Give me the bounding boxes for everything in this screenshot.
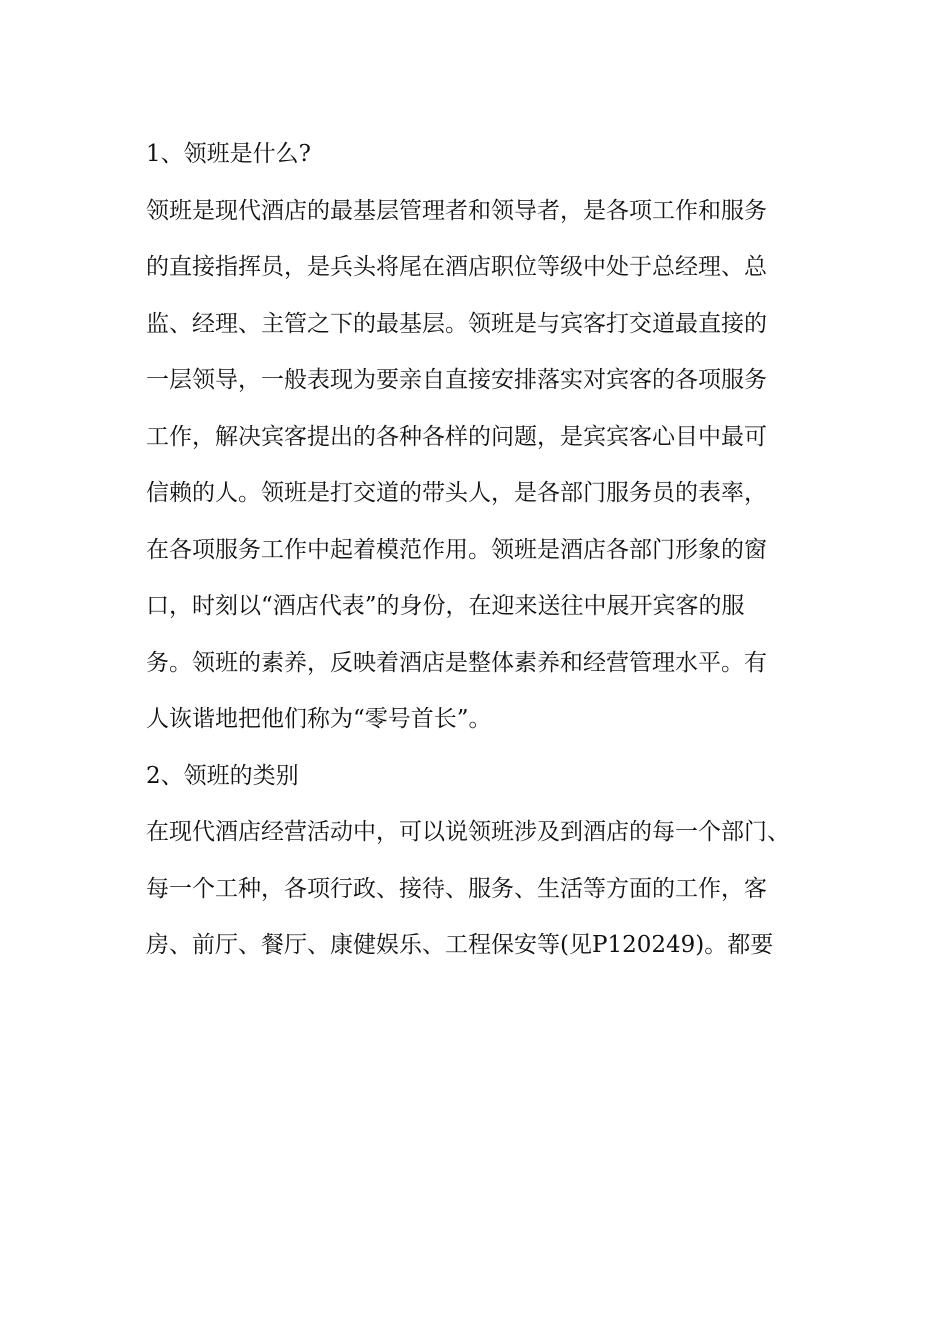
paragraph-line: 工作，解决宾客提出的各种各样的问题，是宾宾客心目中最可 bbox=[146, 423, 767, 450]
paragraph-line: 一层领导，一般表现为要亲自直接安排落实对宾客的各项服务 bbox=[146, 367, 767, 393]
section-heading-2: 2、领班的类别 bbox=[146, 762, 299, 789]
section-heading-1: 1、领班是什么? bbox=[146, 141, 311, 167]
paragraph-line: 务。领班的素养，反映着酒店是整体素养和经营管理水平。有 bbox=[146, 649, 767, 676]
paragraph-line: 人诙谐地把他们称为“零号首长”。 bbox=[146, 706, 492, 732]
paragraph-line: 信赖的人。领班是打交道的带头人，是各部门服务员的表率， bbox=[146, 480, 767, 506]
paragraph-line: 的直接指挥员，是兵头将尾在酒店职位等级中处于总经理、总 bbox=[146, 254, 767, 280]
paragraph-line: 口，时刻以“酒店代表”的身份，在迎来送往中展开宾客的服 bbox=[146, 593, 745, 619]
paragraph-line: 领班是现代酒店的最基层管理者和领导者，是各项工作和服务 bbox=[146, 197, 767, 224]
paragraph-line: 每一个工种，各项行政、接待、服务、生活等方面的工作，客 bbox=[146, 875, 767, 902]
paragraph-line: 在各项服务工作中起着模范作用。领班是酒店各部门形象的窗 bbox=[146, 536, 767, 563]
paragraph-line: 房、前厅、餐厅、康健娱乐、工程保安等(见P120249)。都要 bbox=[146, 932, 774, 958]
paragraph-line: 监、经理、主管之下的最基层。领班是与宾客打交道最直接的 bbox=[146, 310, 767, 337]
document-body bbox=[146, 132, 836, 980]
paragraph-line: 在现代酒店经营活动中，可以说领班涉及到酒店的每一个部门、 bbox=[146, 819, 790, 845]
